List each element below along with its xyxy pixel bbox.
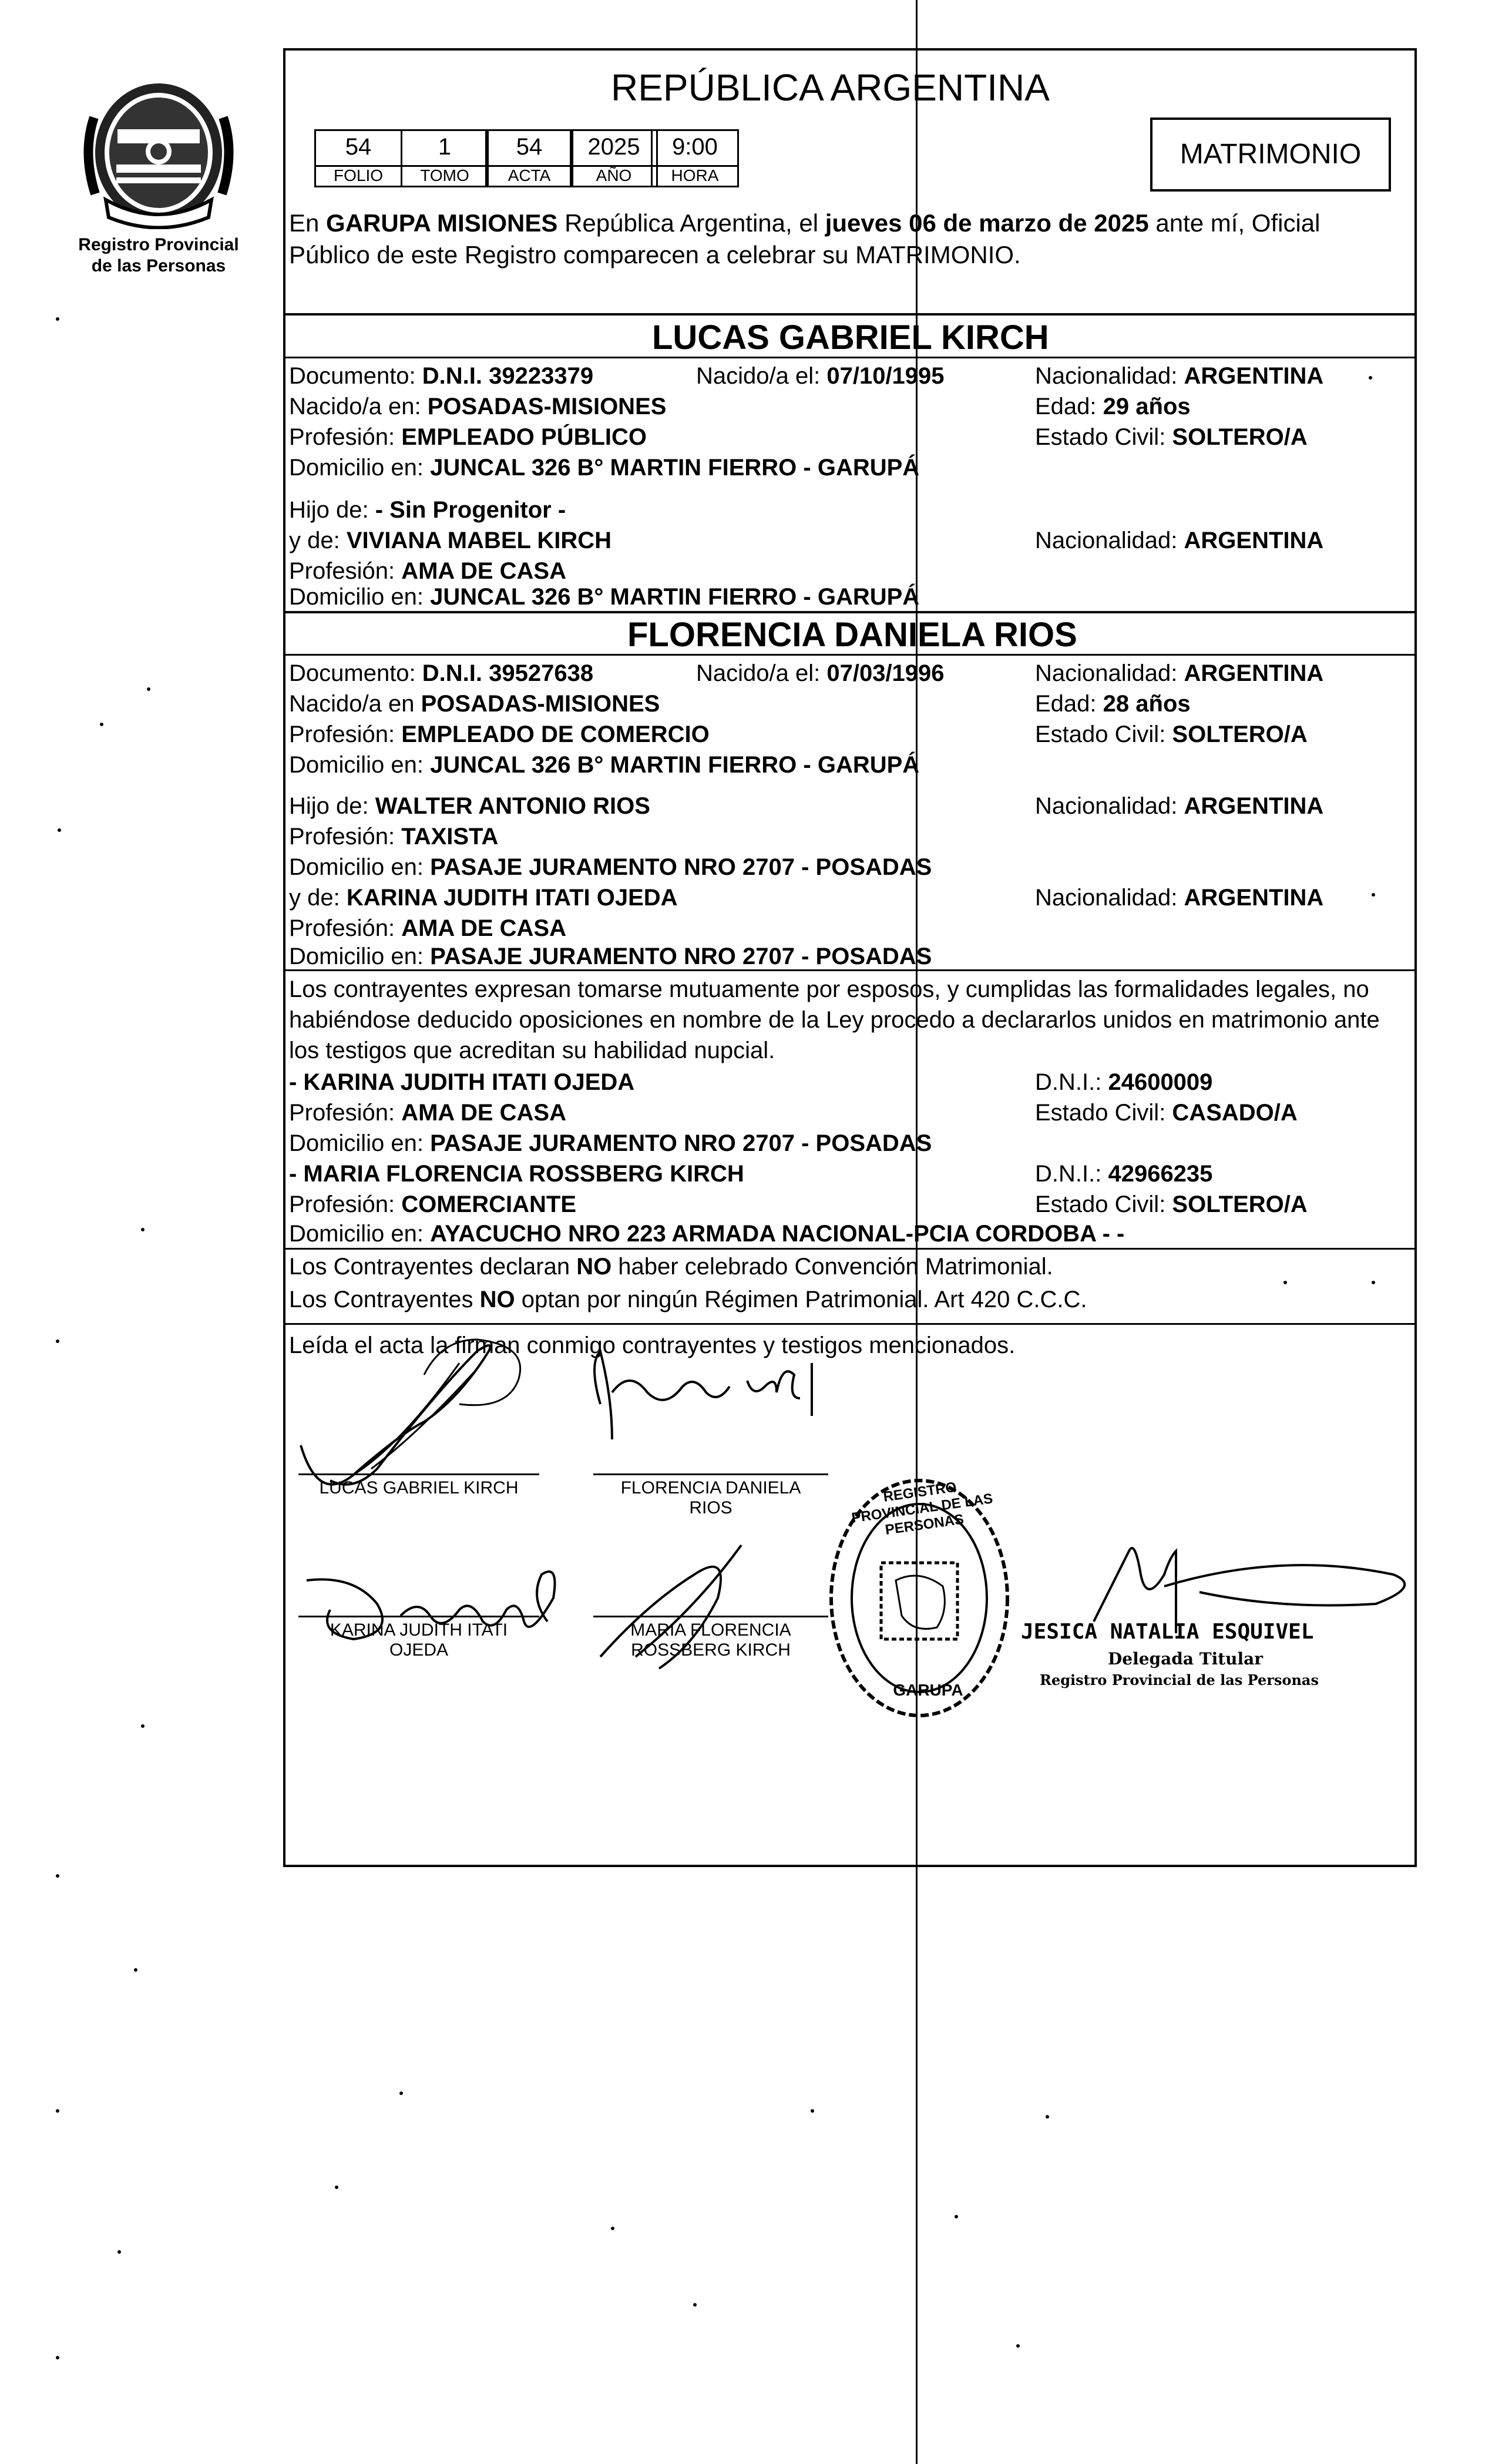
scan-speck: [147, 687, 150, 691]
sig-label-spouse1: LUCAS GABRIEL KIRCH: [319, 1478, 519, 1498]
spouse2-profession: Profesión: EMPLEADO DE COMERCIO: [289, 721, 710, 747]
convention-line-1: Los Contrayentes declaran NO haber celebrado Convención Matrimonial.: [289, 1254, 1053, 1280]
scan-speck: [1372, 1281, 1375, 1284]
province-seal-icon: [82, 76, 235, 229]
spouse2-nationality: Nacionalidad: ARGENTINA: [1035, 660, 1324, 686]
closing-statement: Leída el acta la firman conmigo contrayentes y testigos mencionados.: [289, 1332, 1016, 1358]
official-name: JESICA NATALIA ESQUIVEL: [1021, 1620, 1314, 1644]
witness1-civil-status: Estado Civil: CASADO/A: [1035, 1100, 1298, 1126]
intro-line-2: Público de este Registro comparecen a celebrar su MATRIMONIO.: [289, 241, 1021, 268]
document-title: REPÚBLICA ARGENTINA: [611, 66, 1050, 109]
spouse1-father: Hijo de: - Sin Progenitor -: [289, 497, 566, 523]
scan-speck: [141, 1228, 145, 1231]
spouse2-civil-status: Estado Civil: SOLTERO/A: [1035, 721, 1308, 747]
witness2-address: Domicilio en: AYACUCHO NRO 223 ARMADA NACIONAL-PCIA CORDOBA - -: [289, 1221, 1125, 1247]
sig-label-witness2-line2: ROSSBERG KIRCH: [631, 1640, 791, 1660]
spouse1-mother: y de: VIVIANA MABEL KIRCH: [289, 528, 611, 553]
witness2-dni: D.N.I.: 42966235: [1035, 1161, 1213, 1187]
convention-line-2: Los Contrayentes NO optan por ningún Régimen Patrimonial. Art 420 C.C.C.: [289, 1287, 1087, 1312]
scan-speck: [56, 1340, 59, 1343]
scan-speck: [1283, 1281, 1287, 1284]
spouse1-civil-status: Estado Civil: SOLTERO/A: [1035, 424, 1308, 450]
spouse1-profession: Profesión: EMPLEADO PÚBLICO: [289, 424, 647, 450]
spouse2-father: Hijo de: WALTER ANTONIO RIOS: [289, 793, 650, 819]
act-folio-value: 54: [314, 129, 402, 167]
spouse1-birthdate: Nacido/a el: 07/10/1995: [696, 363, 945, 389]
spouse2-address: Domicilio en: JUNCAL 326 B° MARTIN FIERRO - GARUPÁ: [289, 752, 920, 778]
registry-logo: [82, 76, 235, 229]
spouse2-mother-profession: Profesión: AMA DE CASA: [289, 915, 566, 941]
spouse1-nationality: Nacionalidad: ARGENTINA: [1035, 363, 1324, 389]
scan-speck: [141, 1724, 145, 1728]
spouse1-document: Documento: D.N.I. 39223379: [289, 363, 594, 389]
spouse1-name: LUCAS GABRIEL KIRCH: [652, 318, 1049, 357]
spouse2-mother: y de: KARINA JUDITH ITATI OJEDA: [289, 885, 678, 911]
scan-speck: [1372, 893, 1375, 897]
scan-speck: [56, 317, 59, 321]
scan-speck: [56, 2109, 59, 2113]
logo-caption-line1: Registro Provincial: [78, 235, 239, 254]
scan-speck: [399, 2092, 403, 2095]
stamp-ring-text: REGISTRO PROVINCIAL DE LAS PERSONAS: [851, 1479, 994, 1538]
spouse2-name: FLORENCIA DANIELA RIOS: [627, 616, 1077, 654]
divider-1: [283, 313, 1417, 315]
stamp-town: GARUPA: [893, 1681, 963, 1699]
intro-line-1: En GARUPA MISIONES República Argentina, el jueves 06 de marzo de 2025 ante mí, Oficial: [289, 209, 1320, 237]
spouse2-mother-nationality: Nacionalidad: ARGENTINA: [1035, 885, 1324, 911]
act-tomo-label: TOMO: [401, 165, 489, 187]
divider-7: [283, 1323, 1417, 1325]
scan-speck: [58, 828, 61, 832]
spouse1-mother-address: Domicilio en: JUNCAL 326 B° MARTIN FIERRO - GARUPÁ: [289, 584, 920, 610]
declaration-line-3: los testigos que acreditan su habilidad nupcial.: [289, 1038, 775, 1063]
scan-speck: [100, 723, 103, 726]
logo-caption-line2: de las Personas: [91, 256, 226, 276]
scan-speck: [335, 2186, 338, 2189]
spouse2-father-nationality: Nacionalidad: ARGENTINA: [1035, 793, 1324, 819]
witness2-profession: Profesión: COMERCIANTE: [289, 1191, 576, 1217]
scan-speck: [56, 2356, 59, 2359]
spouse1-birthplace: Nacido/a en: POSADAS-MISIONES: [289, 394, 667, 419]
act-hora-value: 9:00: [651, 129, 739, 167]
act-type: MATRIMONIO: [1180, 139, 1362, 170]
scan-speck: [1016, 2344, 1020, 2348]
sig-label-spouse2-line2: RIOS: [689, 1498, 732, 1518]
scan-speck: [1369, 376, 1372, 380]
spouse1-mother-nationality: Nacionalidad: ARGENTINA: [1035, 528, 1324, 553]
scan-speck: [117, 2250, 121, 2254]
scan-speck: [134, 1968, 137, 1972]
witness2-civil-status: Estado Civil: SOLTERO/A: [1035, 1191, 1308, 1217]
spouse2-birthdate: Nacido/a el: 07/03/1996: [696, 660, 945, 686]
witness1-profession: Profesión: AMA DE CASA: [289, 1100, 566, 1126]
scan-speck: [56, 1874, 59, 1878]
act-acta-label: ACTA: [485, 165, 573, 187]
scan-speck: [811, 2109, 814, 2113]
act-hora-label: HORA: [651, 165, 739, 187]
scan-speck: [955, 2215, 958, 2218]
frame-bottom: [283, 1865, 1417, 1867]
frame-top: [283, 48, 1417, 51]
witness2-name: - MARIA FLORENCIA ROSSBERG KIRCH: [289, 1161, 744, 1187]
spouse2-age: Edad: 28 años: [1035, 691, 1191, 717]
scan-speck: [693, 2303, 697, 2307]
sig-label-spouse2-line1: FLORENCIA DANIELA: [620, 1478, 801, 1498]
spouse2-father-profession: Profesión: TAXISTA: [289, 824, 499, 850]
witness1-address: Domicilio en: PASAJE JURAMENTO NRO 2707 - POSADAS: [289, 1130, 932, 1156]
scan-speck: [611, 2227, 614, 2230]
spouse1-age: Edad: 29 años: [1035, 394, 1191, 419]
act-type-box: [1150, 118, 1391, 192]
act-folio-label: FOLIO: [314, 165, 402, 187]
spouse1-mother-profession: Profesión: AMA DE CASA: [289, 558, 566, 584]
act-tomo-value: 1: [401, 129, 489, 167]
sig-label-witness2-line1: MARIA FLORENCIA: [630, 1620, 791, 1640]
spouse2-birthplace: Nacido/a en POSADAS-MISIONES: [289, 691, 660, 717]
act-año-value: 2025: [570, 129, 658, 167]
act-año-label: AÑO: [570, 165, 658, 187]
declaration-line-2: habiéndose deducido oposiciones en nombre de la Ley procedo a declararlos unidos en matrimonio ante: [289, 1007, 1380, 1033]
spouse2-father-address: Domicilio en: PASAJE JURAMENTO NRO 2707 - POSADAS: [289, 854, 932, 880]
sig-label-witness1-line1: KARINA JUDITH ITATI: [330, 1620, 508, 1640]
official-title: Delegada Titular: [1108, 1649, 1264, 1669]
act-acta-value: 54: [485, 129, 573, 167]
witness1-name: - KARINA JUDITH ITATI OJEDA: [289, 1069, 635, 1095]
spouse2-mother-address: Domicilio en: PASAJE JURAMENTO NRO 2707 - POSADAS: [289, 944, 932, 969]
scan-speck: [1046, 2115, 1049, 2119]
spouse1-address: Domicilio en: JUNCAL 326 B° MARTIN FIERRO - GARUPÁ: [289, 455, 920, 481]
sig-label-witness1-line2: OJEDA: [389, 1640, 449, 1660]
spouse2-document: Documento: D.N.I. 39527638: [289, 660, 594, 686]
official-office: Registro Provincial de las Personas: [1040, 1671, 1319, 1688]
witness1-dni: D.N.I.: 24600009: [1035, 1069, 1213, 1095]
declaration-line-1: Los contrayentes expresan tomarse mutuamente por esposos, y cumplidas las formalidades legales, no: [289, 976, 1369, 1002]
